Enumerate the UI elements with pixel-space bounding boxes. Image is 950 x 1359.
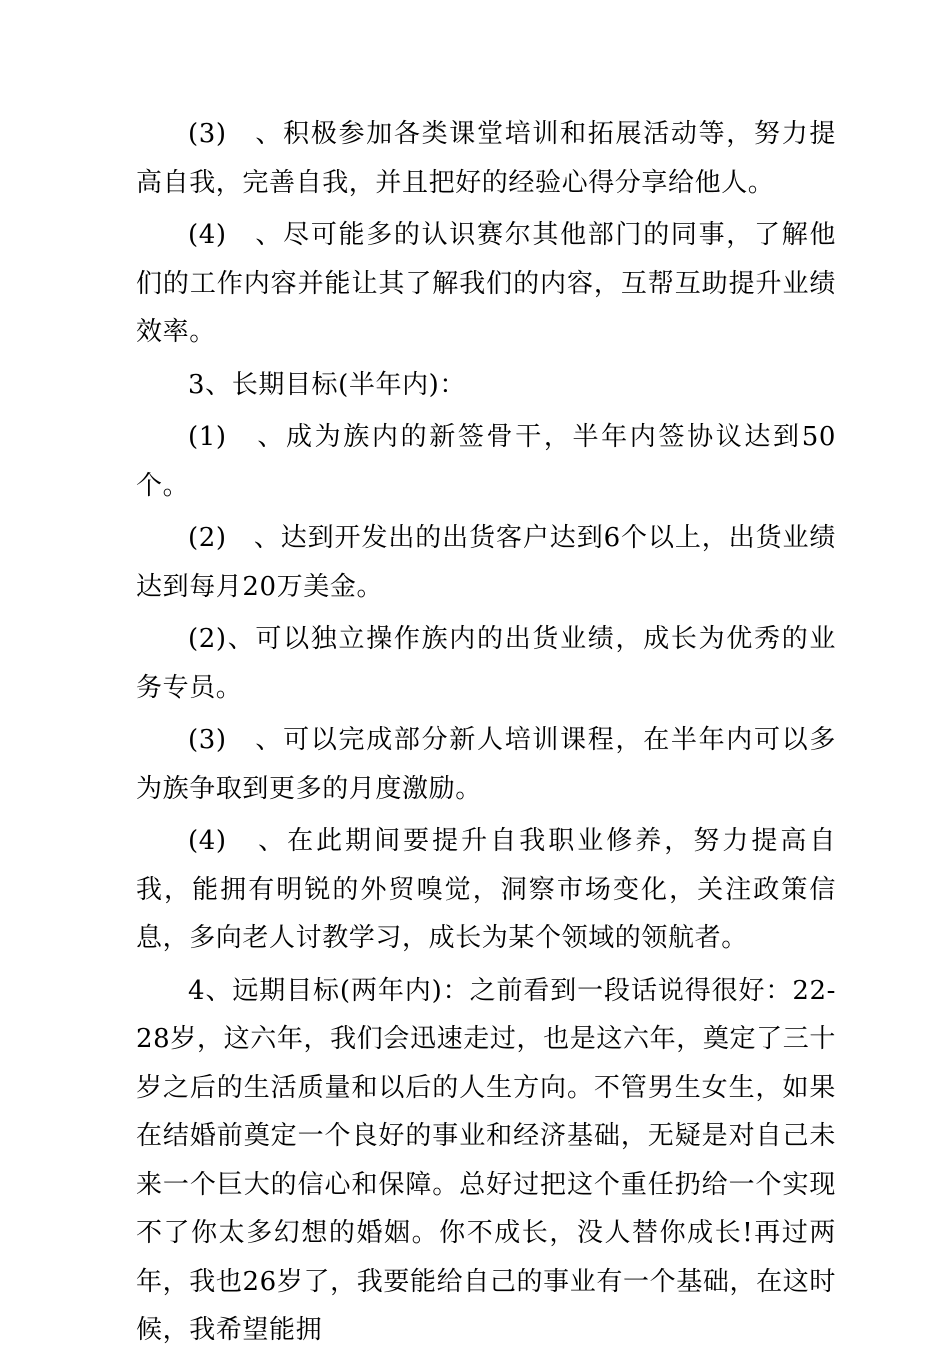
- document-body: [136, 110, 836, 1359]
- paragraph-goal-2: (2) 、达到开发出的出货客户达到6个以上，出货业绩达到每月20万美金。: [136, 523, 836, 602]
- section-heading-long-term-goal: 3、长期目标(半年内)：: [188, 369, 467, 400]
- paragraph-item-4: (4) 、尽可能多的认识赛尔其他部门的同事，了解他们的工作内容并能让其了解我们的内容，互帮互助提升业绩效率。: [136, 220, 836, 347]
- paragraph-distant-goal: 4、远期目标(两年内)：之前看到一段话说得很好：22-28岁，这六年，我们会迅速走过，也是这六年，奠定了三十岁之后的生活质量和以后的人生方向。不管男生女生，如果在结婚前奠定一个良好的事业和经济基础，无疑是对自己未来一个巨大的信心和保障。总好过把这个重任扔给一个实现不了你太多幻想的婚姻。你不成长，没人替你成长!再过两年，我也26岁了，我要能给自己的事业有一个基础，在这时候，我希望能拥: [136, 975, 836, 1345]
- paragraph-goal-2b: (2)、可以独立操作族内的出货业绩，成长为优秀的业务专员。: [136, 624, 836, 703]
- paragraph-goal-3: (3) 、可以完成部分新人培训课程，在半年内可以多为族争取到更多的月度激励。: [136, 725, 836, 804]
- paragraph-goal-1: (1) 、成为族内的新签骨干，半年内签协议达到50个。: [136, 422, 836, 501]
- paragraph-goal-4: (4) 、在此期间要提升自我职业修养，努力提高自我，能拥有明锐的外贸嗅觉，洞察市场变化，关注政策信息，多向老人讨教学习，成长为某个领域的领航者。: [136, 826, 836, 953]
- paragraph-item-3: (3) 、积极参加各类课堂培训和拓展活动等，努力提高自我，完善自我，并且把好的经验心得分享给他人。: [136, 119, 836, 198]
